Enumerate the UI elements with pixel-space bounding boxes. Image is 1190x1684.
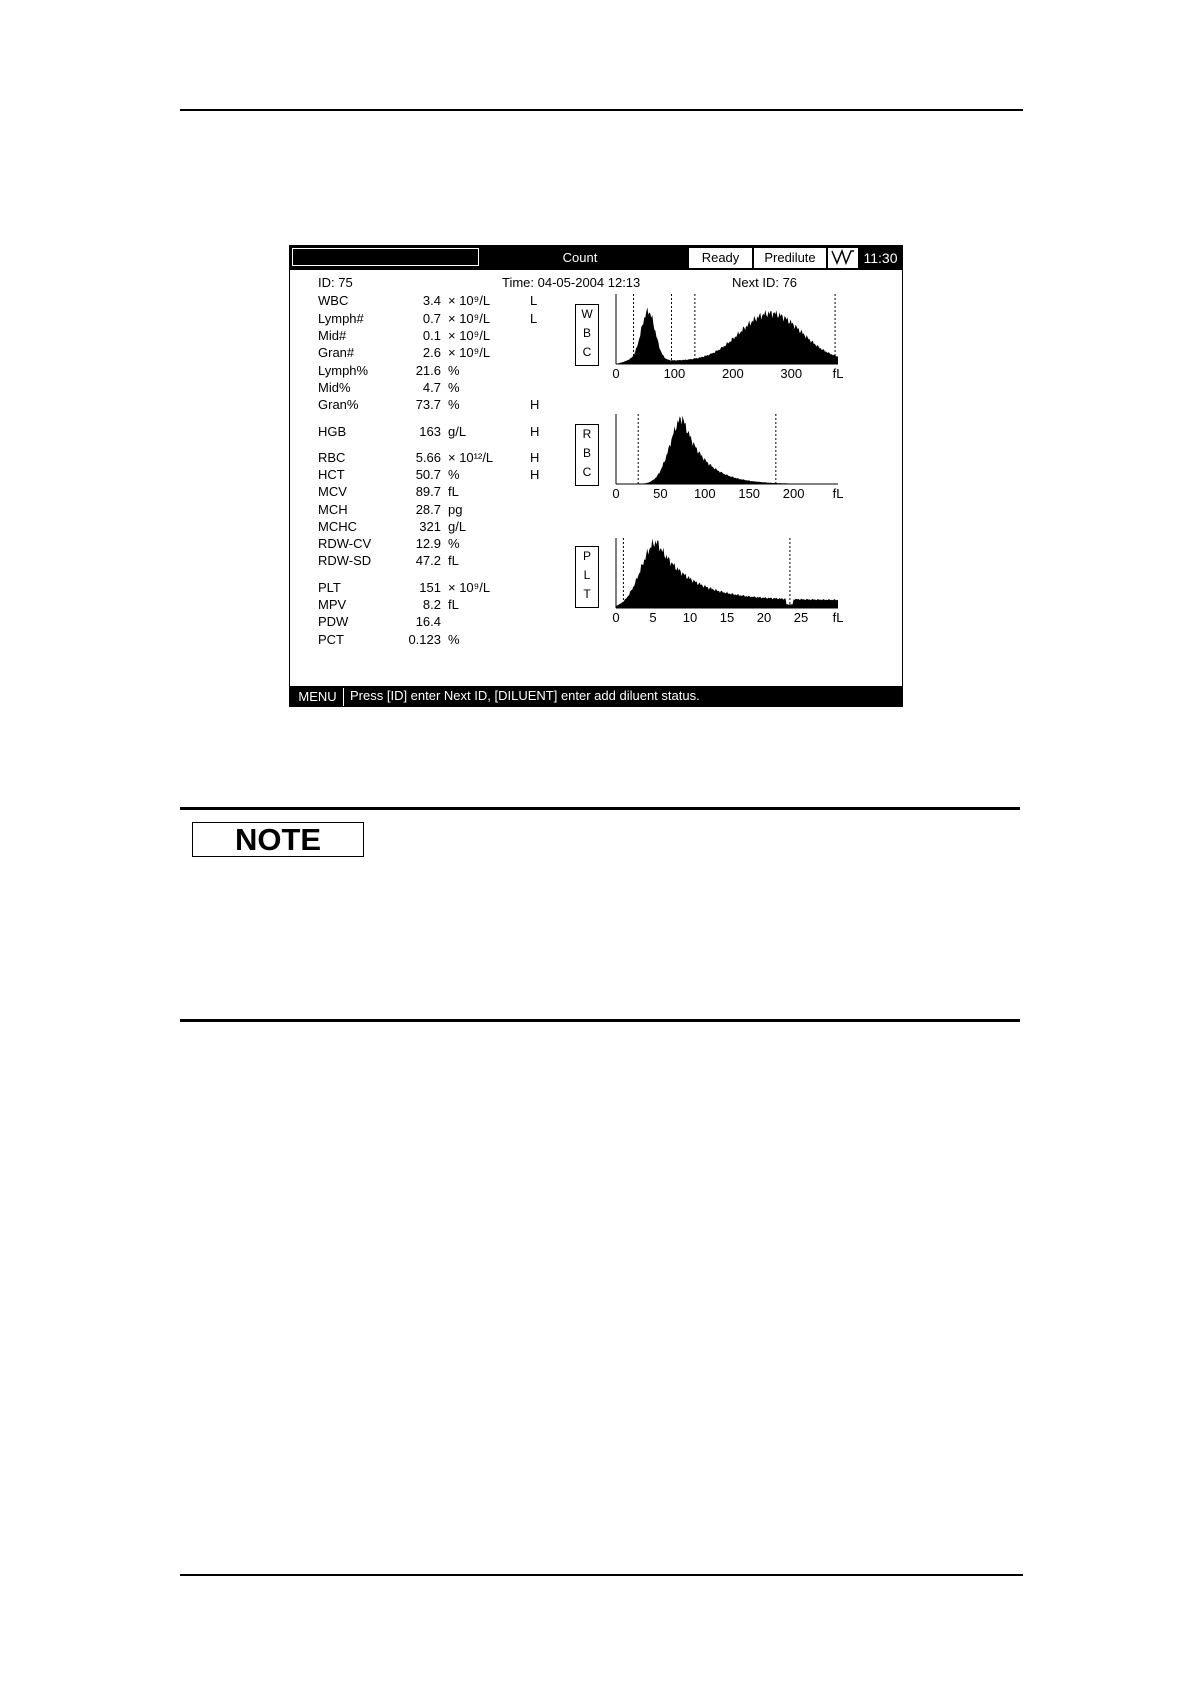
result-name: MCV xyxy=(318,484,347,499)
result-name: MPV xyxy=(318,597,347,612)
histogram-tick-label: 300 xyxy=(780,366,803,381)
waveform-icon-glyph xyxy=(830,248,856,266)
result-value: 16.4 xyxy=(415,614,441,629)
footer-rule xyxy=(180,1574,1023,1576)
result-value: 3.4 xyxy=(422,293,441,308)
result-unit: × 10⁹/L xyxy=(448,580,491,595)
analyzer-screen xyxy=(289,245,903,707)
result-name: HGB xyxy=(318,424,347,439)
result-value: 5.66 xyxy=(415,450,441,465)
result-unit: % xyxy=(448,397,460,412)
result-value: 0.123 xyxy=(408,632,441,647)
histogram-tag-letter: L xyxy=(583,568,591,582)
rbc-histogram xyxy=(590,408,850,518)
title-bar xyxy=(290,246,902,270)
result-name: WBC xyxy=(318,293,349,308)
result-name: Mid# xyxy=(318,328,347,343)
result-value: 47.2 xyxy=(415,553,441,568)
histogram-tick-label: fL xyxy=(832,366,844,381)
predilute-button[interactable]: Predilute xyxy=(754,248,826,268)
histogram-tick-label: 200 xyxy=(782,486,805,501)
histogram-tick-label: 25 xyxy=(793,610,809,625)
result-flag: H xyxy=(530,467,540,482)
status-message: Press [ID] enter Next ID, [DILUENT] enter add diluent status. xyxy=(350,688,700,703)
histogram-tick-label: 150 xyxy=(738,486,761,501)
result-flag: H xyxy=(530,397,540,412)
result-value: 163 xyxy=(419,424,441,439)
histogram-tag-letter: C xyxy=(582,345,592,359)
result-name: Gran% xyxy=(318,397,359,412)
result-name: PLT xyxy=(318,580,341,595)
result-value: 4.7 xyxy=(422,380,441,395)
result-unit: % xyxy=(448,363,460,378)
histogram-tick-label: 0 xyxy=(612,366,620,381)
histogram-tick-label: 20 xyxy=(756,610,772,625)
histogram-tag-letter: W xyxy=(581,307,593,321)
result-unit: % xyxy=(448,632,460,647)
histogram-tag-letter: B xyxy=(582,326,591,340)
result-unit: × 10⁹/L xyxy=(448,345,491,360)
histogram-tick-label: 100 xyxy=(663,366,686,381)
result-value: 0.7 xyxy=(422,311,441,326)
result-value: 21.6 xyxy=(415,363,441,378)
result-value: 50.7 xyxy=(415,467,441,482)
result-flag: H xyxy=(530,424,540,439)
status-bar xyxy=(290,686,902,706)
result-value: 89.7 xyxy=(415,484,441,499)
histogram-tag-letter: T xyxy=(583,587,591,601)
result-unit: fL xyxy=(448,597,459,612)
result-unit: % xyxy=(448,467,460,482)
ready-status-button[interactable]: Ready xyxy=(689,248,752,268)
result-name: RDW-SD xyxy=(318,553,372,568)
histogram-tick-label: 0 xyxy=(612,486,620,501)
wbc-histogram-area xyxy=(616,307,838,364)
result-name: PDW xyxy=(318,614,349,629)
wbc-histogram xyxy=(590,288,850,398)
histogram-tag-letter: C xyxy=(582,465,592,479)
histogram-tag-letter: B xyxy=(582,446,591,460)
histogram-tick-label: 200 xyxy=(721,366,744,381)
histogram-tick-label: 5 xyxy=(649,610,657,625)
sample-time: Time: 04-05-2004 12:13 xyxy=(502,275,641,290)
result-name: MCH xyxy=(318,502,348,517)
next-id: Next ID: 76 xyxy=(732,275,798,290)
result-value: 8.2 xyxy=(422,597,441,612)
result-unit: fL xyxy=(448,553,459,568)
result-value: 151 xyxy=(419,580,441,595)
result-value: 28.7 xyxy=(415,502,441,517)
histogram-tag-letter: P xyxy=(582,549,591,563)
result-name: RDW-CV xyxy=(318,536,372,551)
histogram-tick-label: 10 xyxy=(682,610,698,625)
result-unit: g/L xyxy=(448,519,467,534)
histogram-tag-letter: R xyxy=(582,427,592,441)
result-name: Gran# xyxy=(318,345,355,360)
note-rule-top xyxy=(180,807,1020,810)
result-name: MCHC xyxy=(318,519,357,534)
result-unit: pg xyxy=(448,502,463,517)
result-flag: H xyxy=(530,450,540,465)
result-value: 73.7 xyxy=(415,397,441,412)
histogram-tick-label: 100 xyxy=(693,486,716,501)
result-unit: g/L xyxy=(448,424,467,439)
menu-button[interactable]: MENU xyxy=(292,688,344,706)
note-rule-bottom xyxy=(180,1019,1020,1022)
result-name: PCT xyxy=(318,632,344,647)
result-name: Mid% xyxy=(318,380,351,395)
screen-title: Count xyxy=(562,250,598,265)
result-unit: % xyxy=(448,380,460,395)
clock: 11:30 xyxy=(863,250,898,266)
result-unit: % xyxy=(448,536,460,551)
result-unit: × 10⁹/L xyxy=(448,293,491,308)
result-unit: × 10⁹/L xyxy=(448,311,491,326)
rbc-histogram-area xyxy=(616,416,838,484)
result-name: RBC xyxy=(318,450,346,465)
result-value: 321 xyxy=(419,519,441,534)
waveform-icon[interactable] xyxy=(828,248,858,268)
histogram-tick-label: 15 xyxy=(719,610,735,625)
result-unit: fL xyxy=(448,484,459,499)
result-flag: L xyxy=(530,293,538,308)
sample-id: ID: 75 xyxy=(318,275,353,290)
result-value: 2.6 xyxy=(422,345,441,360)
plt-histogram xyxy=(590,532,850,642)
result-name: Lymph% xyxy=(318,363,369,378)
result-unit: × 10¹²/L xyxy=(448,450,494,465)
histogram-tick-label: fL xyxy=(832,486,844,501)
histogram-tick-label: 0 xyxy=(612,610,620,625)
result-value: 0.1 xyxy=(422,328,441,343)
histogram-tick-label: 50 xyxy=(653,486,668,501)
result-name: HCT xyxy=(318,467,345,482)
plt-histogram-area xyxy=(616,539,838,608)
title-field xyxy=(292,248,479,266)
note-label: NOTE xyxy=(192,822,364,857)
histogram-tick-label: fL xyxy=(832,610,844,625)
header-rule xyxy=(180,109,1023,111)
result-name: Lymph# xyxy=(318,311,364,326)
result-unit: × 10⁹/L xyxy=(448,328,491,343)
result-value: 12.9 xyxy=(415,536,441,551)
result-flag: L xyxy=(530,311,538,326)
